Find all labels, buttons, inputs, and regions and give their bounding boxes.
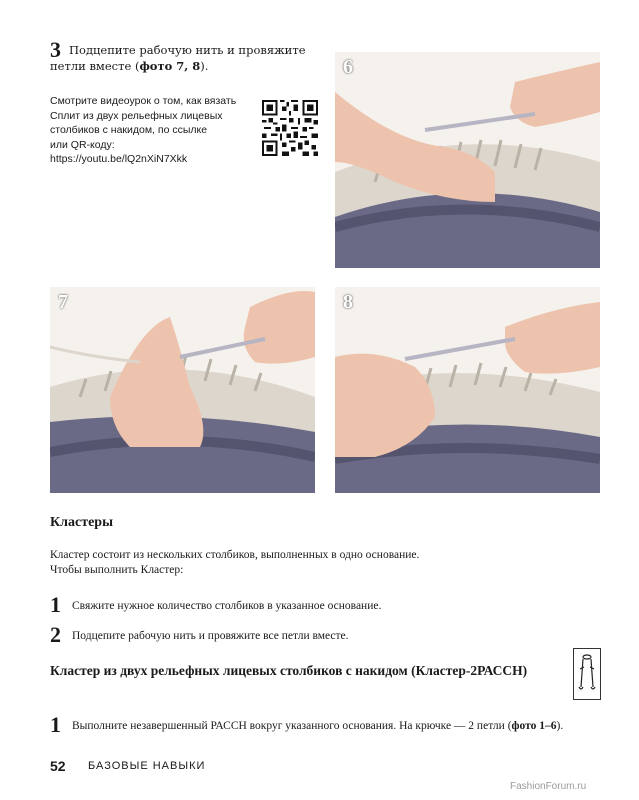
watermark: FashionForum.ru xyxy=(510,781,587,792)
step-1-text xyxy=(50,712,610,738)
section-heading-clusters: Кластеры xyxy=(50,515,114,530)
photo-label: 8 xyxy=(343,291,353,313)
photo-label: 7 xyxy=(58,291,68,313)
step-3-text xyxy=(50,37,320,74)
video-note xyxy=(50,94,255,167)
list-number: 1 xyxy=(50,592,61,617)
step-3-end: ). xyxy=(200,59,209,73)
list-item xyxy=(50,592,381,618)
list-number: 2 xyxy=(50,622,61,647)
video-line: Сплит из двух рельефных лицевых xyxy=(50,109,223,122)
cluster-symbol-icon xyxy=(573,648,601,700)
step-number: 3 xyxy=(50,37,61,62)
list-text: Свяжите нужное количество столбиков в указанное основание. xyxy=(72,600,382,612)
video-line: столбиков с накидом, по ссылке xyxy=(50,124,208,136)
photo-7 xyxy=(50,287,315,493)
list-text: Подцепите рабочую нить и провяжите все петли вместе. xyxy=(72,630,349,642)
video-line: или QR-коду: xyxy=(50,138,115,151)
photo-8 xyxy=(335,287,600,493)
section-title: БАЗОВЫЕ НАВЫКИ xyxy=(88,760,206,772)
video-url[interactable]: https://youtu.be/lQ2nXiN7Xkk xyxy=(50,153,188,165)
clusters-description xyxy=(50,548,570,578)
step-3-body: Подцепите рабочую нить и провяжите петли вместе ( xyxy=(50,43,306,73)
step-1-end: ). xyxy=(556,720,564,732)
section-heading-cluster-2: Кластер из двух рельефных лицевых столбиков с накидом (Кластер-2РАССН) xyxy=(50,663,528,678)
step-number: 1 xyxy=(50,712,61,737)
qr-code-icon[interactable] xyxy=(262,100,318,156)
page-number: 52 xyxy=(50,758,66,774)
list-item xyxy=(50,622,348,648)
desc-line: Кластер состоит из нескольких столбиков, выполненных в одно основание. xyxy=(50,549,420,561)
photo-ref: фото 1–6 xyxy=(511,720,557,732)
video-line: Смотрите видеоурок о том, как вязать xyxy=(50,95,237,107)
photo-6 xyxy=(335,52,600,268)
desc-line: Чтобы выполнить Кластер: xyxy=(50,564,184,576)
step-1-body: Выполните незавершенный РАССН вокруг указанного основания. На крючке — 2 петли ( xyxy=(72,720,512,732)
photo-label: 6 xyxy=(343,56,353,78)
photo-ref: фото 7, 8 xyxy=(139,59,201,73)
